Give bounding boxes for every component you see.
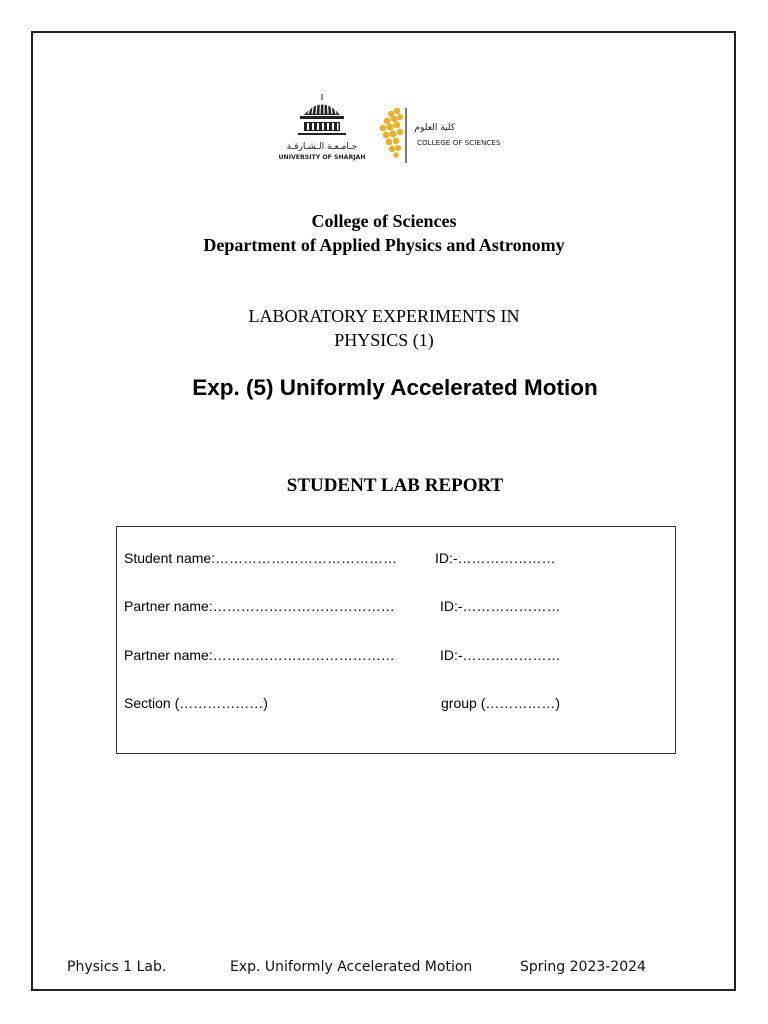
university-dome-icon: [298, 94, 346, 135]
partner1-id-field: ID:-…………………: [440, 598, 561, 614]
college-arabic-name: كلية العلوم: [414, 123, 455, 133]
footer-course: Physics 1 Lab.: [67, 959, 167, 975]
college-english-name: COLLEGE OF SCIENCES: [417, 138, 501, 147]
partner1-name-field: Partner name:…………………………………: [124, 598, 395, 614]
university-english-name: UNIVERSITY OF SHARJAH: [278, 154, 366, 161]
university-college-logo: [270, 92, 520, 172]
student-info-box: [116, 526, 676, 754]
course-title-line1: LABORATORY EXPERIMENTS IN: [248, 306, 520, 326]
experiment-title: Exp. (5) Uniformly Accelerated Motion: [192, 375, 598, 400]
partner2-name-field: Partner name:…………………………………: [124, 647, 395, 663]
section-field: Section (………………): [124, 695, 268, 711]
student-name-field: Student name:…………………………………: [124, 550, 398, 566]
course-title-line2: PHYSICS (1): [334, 330, 434, 350]
footer-term: Spring 2023-2024: [520, 959, 646, 975]
footer-experiment: Exp. Uniformly Accelerated Motion: [230, 959, 473, 975]
partner2-id-field: ID:-…………………: [440, 647, 561, 663]
student-id-field: ID:-…………………: [435, 550, 556, 566]
department-heading: Department of Applied Physics and Astronomy: [203, 235, 565, 255]
report-title: STUDENT LAB REPORT: [286, 475, 504, 496]
college-emblem-icon: [380, 108, 404, 158]
university-arabic-name: جـامـعـة الـشـارقـة: [286, 142, 358, 152]
group-field: group (……………): [441, 695, 561, 711]
page-frame: [31, 31, 736, 991]
college-heading: College of Sciences: [311, 211, 457, 231]
